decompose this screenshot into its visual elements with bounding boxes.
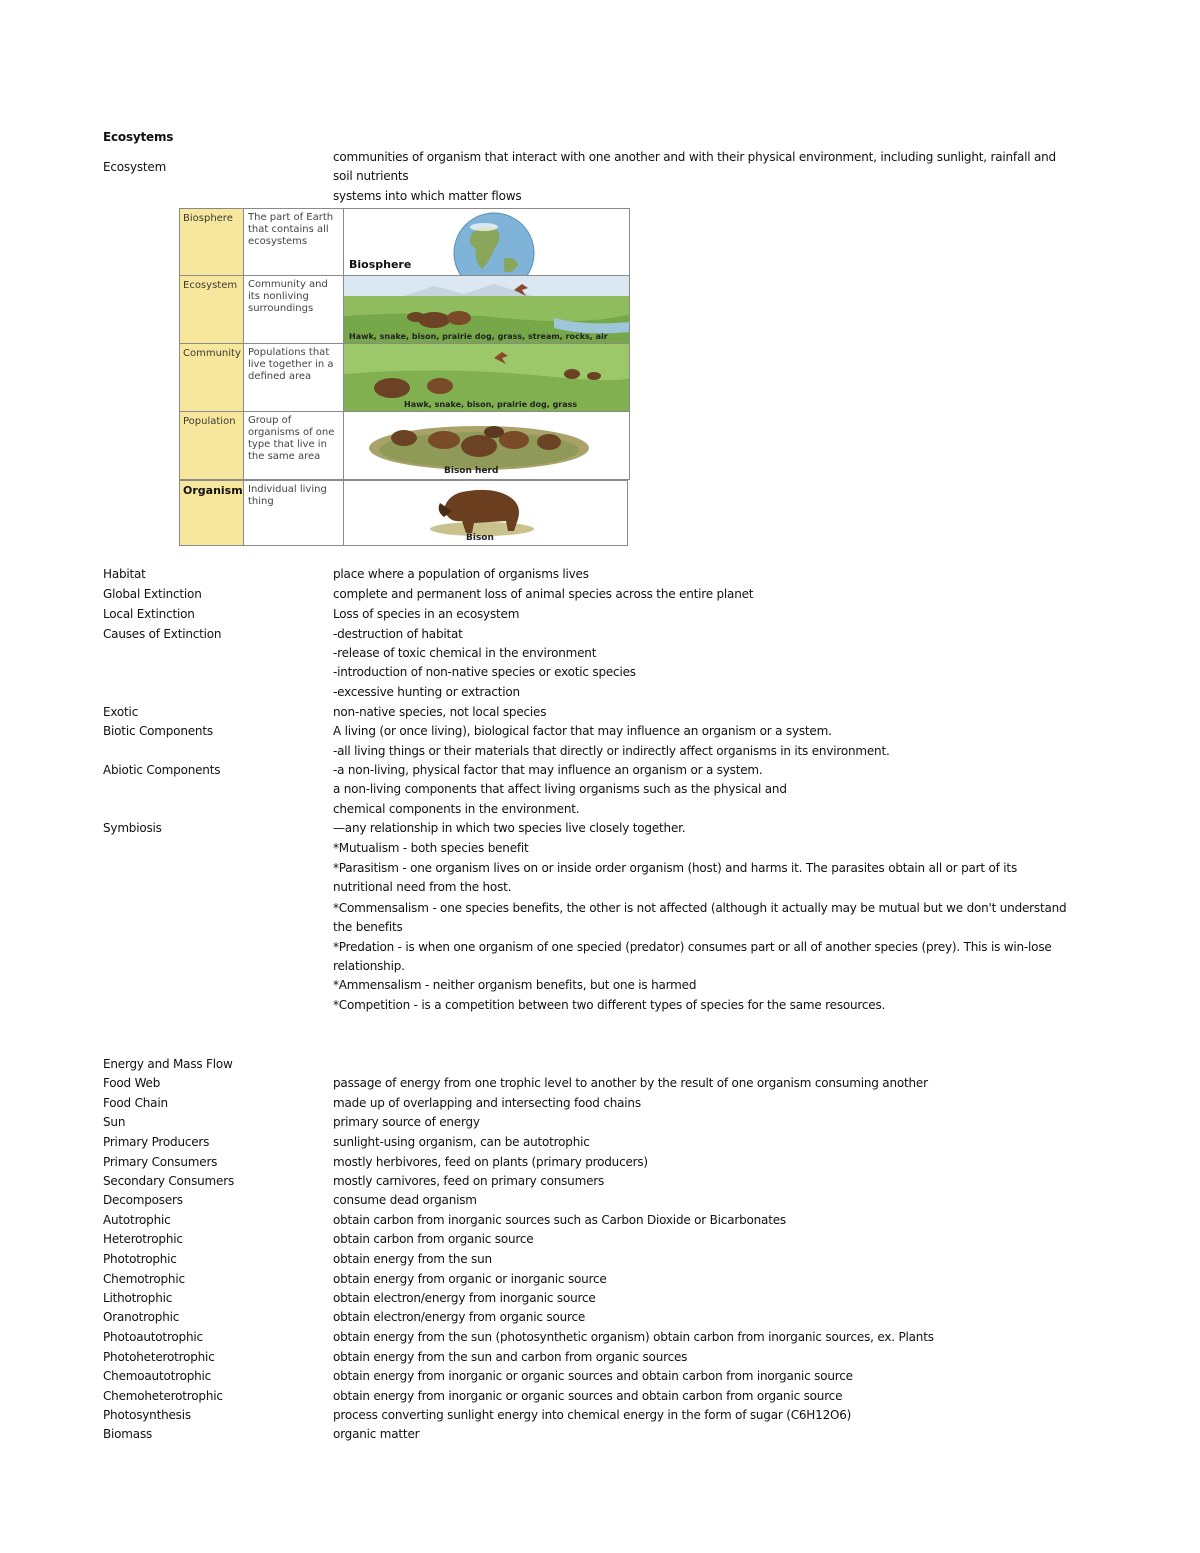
definition-line: —any relationship in which two species live closely together. — [333, 821, 686, 835]
definition-line: *Predation - is when one organism of one specied (predator) consumes part or all of another species (prey). This is win-lose — [333, 940, 1052, 954]
definition-line: consume dead organism — [333, 1193, 477, 1207]
section-heading-ecosystems: Ecosytems — [103, 130, 174, 144]
figure-row-community — [179, 343, 630, 412]
figure-row-label: Biosphere — [180, 209, 244, 275]
term-oranotrophic: Oranotrophic — [103, 1310, 180, 1324]
definition-line: -introduction of non-native species or exotic species — [333, 665, 636, 679]
definition-line: mostly carnivores, feed on primary consumers — [333, 1174, 605, 1188]
definition-line: chemical components in the environment. — [333, 802, 580, 816]
term-causes-of-extinction: Causes of Extinction — [103, 627, 222, 641]
figure-row-description: Community and its nonliving surroundings — [244, 276, 344, 343]
figure-caption: Bison — [466, 533, 494, 543]
definition-line: *Parasitism - one organism lives on or inside order organism (host) and harms it. The parasites obtain all or part of its — [333, 861, 1017, 875]
figure-row-population — [179, 411, 630, 480]
section-heading-energy-mass-flow: Energy and Mass Flow — [103, 1057, 233, 1071]
definition-line: obtain carbon from inorganic sources such as Carbon Dioxide or Bicarbonates — [333, 1213, 786, 1227]
figure-row-label: Population — [180, 412, 244, 479]
term-exotic: Exotic — [103, 705, 139, 719]
term-global-extinction: Global Extinction — [103, 587, 202, 601]
definition-line: obtain energy from inorganic or organic sources and obtain carbon from organic source — [333, 1389, 843, 1403]
term-photosynthesis: Photosynthesis — [103, 1408, 191, 1422]
definition-line: primary source of energy — [333, 1115, 480, 1129]
definition-line: nutritional need from the host. — [333, 880, 512, 894]
term-phototrophic: Phototrophic — [103, 1252, 177, 1266]
definition-line: -a non-living, physical factor that may influence an organism or a system. — [333, 763, 763, 777]
definition-line: place where a population of organisms lives — [333, 567, 589, 581]
figure-row-biosphere — [179, 208, 630, 276]
term-chemoheterotrophic: Chemoheterotrophic — [103, 1389, 223, 1403]
figure-row-organism — [179, 480, 628, 546]
term-chemoautotrophic: Chemoautotrophic — [103, 1369, 212, 1383]
definition-line: A living (or once living), biological factor that may influence an organism or a system. — [333, 724, 832, 738]
definition-line: obtain energy from the sun — [333, 1252, 492, 1266]
term-heterotrophic: Heterotrophic — [103, 1232, 183, 1246]
ecosystem-image — [344, 276, 629, 343]
term-decomposers: Decomposers — [103, 1193, 183, 1207]
term-abiotic-components: Abiotic Components — [103, 763, 221, 777]
definition-line: obtain electron/energy from inorganic source — [333, 1291, 596, 1305]
term-secondary-consumers: Secondary Consumers — [103, 1174, 235, 1188]
organism-image — [344, 481, 627, 545]
figure-caption: Bison herd — [444, 466, 499, 476]
figure-caption: Hawk, snake, bison, prairie dog, grass, stream, rocks, air — [349, 332, 608, 341]
definition-line: relationship. — [333, 959, 405, 973]
figure-row-label: Organism — [180, 481, 244, 545]
figure-row-description: The part of Earth that contains all ecosystems — [244, 209, 344, 275]
definition-line: *Competition - is a competition between two different types of species for the same resources. — [333, 998, 886, 1012]
definition-line: mostly herbivores, feed on plants (primary producers) — [333, 1155, 648, 1169]
term-symbiosis: Symbiosis — [103, 821, 162, 835]
population-image — [344, 412, 629, 479]
term-chemotrophic: Chemotrophic — [103, 1272, 185, 1286]
term-biotic-components: Biotic Components — [103, 724, 213, 738]
figure-caption: Hawk, snake, bison, prairie dog, grass — [404, 400, 578, 409]
definition-line: obtain energy from inorganic or organic sources and obtain carbon from inorganic source — [333, 1369, 853, 1383]
definition-line: -excessive hunting or extraction — [333, 685, 520, 699]
term-primary-producers: Primary Producers — [103, 1135, 210, 1149]
definition-line: -release of toxic chemical in the environment — [333, 646, 597, 660]
definition-line: passage of energy from one trophic level to another by the result of one organism consuming another — [333, 1076, 928, 1090]
definition-line: *Ammensalism - neither organism benefits, but one is harmed — [333, 978, 697, 992]
term-food-chain: Food Chain — [103, 1096, 168, 1110]
definition-line: made up of overlapping and intersecting food chains — [333, 1096, 641, 1110]
definition-line: organic matter — [333, 1427, 420, 1441]
figure-row-description: Individual living thing — [244, 481, 344, 545]
term-food-web: Food Web — [103, 1076, 161, 1090]
definition-line: the benefits — [333, 920, 403, 934]
figure-row-label: Ecosystem — [180, 276, 244, 343]
definition-line: obtain carbon from organic source — [333, 1232, 534, 1246]
definition-line: obtain energy from the sun and carbon from organic sources — [333, 1350, 688, 1364]
definition-line: process converting sunlight energy into chemical energy in the form of sugar (C6H12O6) — [333, 1408, 852, 1422]
community-image — [344, 344, 629, 411]
definition-line: complete and permanent loss of animal species across the entire planet — [333, 587, 754, 601]
definition-line: sunlight-using organism, can be autotrophic — [333, 1135, 590, 1149]
term-lithotrophic: Lithotrophic — [103, 1291, 173, 1305]
term-photoautotrophic: Photoautotrophic — [103, 1330, 203, 1344]
figure-row-label: Community — [180, 344, 244, 411]
definition-line: a non-living components that affect living organisms such as the physical and — [333, 782, 787, 796]
figure-row-description: Group of organisms of one type that live in the same area — [244, 412, 344, 479]
biosphere-image — [344, 209, 629, 275]
definition-line: obtain energy from organic or inorganic source — [333, 1272, 607, 1286]
term-habitat: Habitat — [103, 567, 146, 581]
definition-line: *Commensalism - one species benefits, the other is not affected (although it actually may be mutual but we don't understand — [333, 901, 1067, 915]
figure-caption: Biosphere — [349, 258, 412, 271]
term-photoheterotrophic: Photoheterotrophic — [103, 1350, 215, 1364]
definition-line: obtain electron/energy from organic source — [333, 1310, 586, 1324]
term-autotrophic: Autotrophic — [103, 1213, 171, 1227]
figure-row-description: Populations that live together in a defined area — [244, 344, 344, 411]
definition-line: soil nutrients — [333, 169, 409, 183]
definition-line: obtain energy from the sun (photosynthetic organism) obtain carbon from inorganic sources, ex. Plants — [333, 1330, 934, 1344]
figure-row-ecosystem — [179, 275, 630, 344]
term-sun: Sun — [103, 1115, 126, 1129]
definition-line: -all living things or their materials that directly or indirectly affect organisms in its environment. — [333, 744, 890, 758]
definition-line: communities of organism that interact with one another and with their physical environment, including sunlight, rainfall and — [333, 150, 1056, 164]
term-primary-consumers: Primary Consumers — [103, 1155, 218, 1169]
levels-of-organization-figure — [179, 208, 630, 546]
term-ecosystem: Ecosystem — [103, 160, 167, 174]
definition-line: non-native species, not local species — [333, 705, 547, 719]
definition-line: -destruction of habitat — [333, 627, 463, 641]
definition-line: *Mutualism - both species benefit — [333, 841, 529, 855]
definition-line: Loss of species in an ecosystem — [333, 607, 520, 621]
term-biomass: Biomass — [103, 1427, 153, 1441]
definition-line: systems into which matter flows — [333, 189, 522, 203]
term-local-extinction: Local Extinction — [103, 607, 195, 621]
